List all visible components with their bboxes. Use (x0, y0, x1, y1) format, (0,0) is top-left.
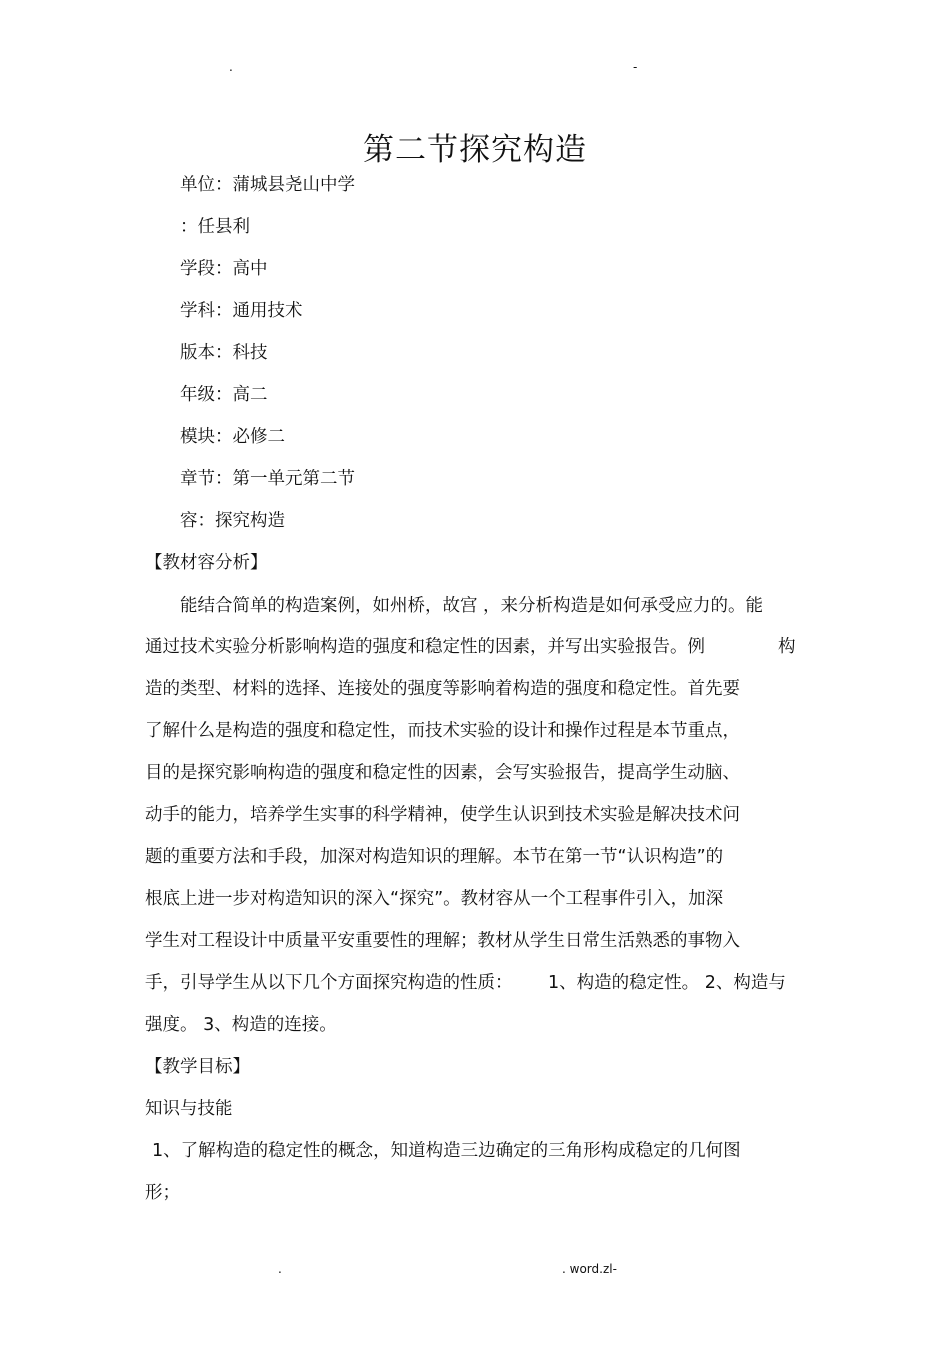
goal-line: 形； (145, 1183, 180, 1203)
meta-subject: 学科：通用技术 (180, 301, 303, 321)
meta-grade: 年级：高二 (180, 385, 268, 405)
analysis-line: 目的是探究影响构造的强度和稳定性的因素，会写实验报告，提高学生动脑、 (145, 763, 740, 783)
meta-content: 容：探究构造 (180, 511, 285, 531)
analysis-line: 1、构造的稳定性。 2、构造与 (548, 973, 786, 993)
footer-watermark-text: . word.zl- (562, 1262, 617, 1276)
subheading-knowledge-skills: 知识与技能 (145, 1099, 233, 1119)
analysis-line: 学生对工程设计中质量平安重要性的理解；教材从学生日常生活熟悉的事物入 (145, 931, 740, 951)
analysis-line: 构 (778, 637, 796, 657)
header-right-mark: - (633, 60, 638, 74)
analysis-line: 题的重要方法和手段，加深对构造知识的理解。本节在第一节“认识构造”的 (145, 847, 724, 867)
analysis-line: 造的类型、材料的选择、连接处的强度等影响着构造的强度和稳定性。首先要 (145, 679, 740, 699)
page-title: 第二节探究构造 (363, 132, 587, 168)
meta-chapter: 章节：第一单元第二节 (180, 469, 355, 489)
section-heading-goals: 【教学目标】 (145, 1057, 250, 1077)
meta-module: 模块：必修二 (180, 427, 285, 447)
meta-edition: 版本：科技 (180, 343, 268, 363)
analysis-line: 强度。 3、构造的连接。 (145, 1015, 337, 1035)
analysis-line: 了解什么是构造的强度和稳定性，而技术实验的设计和操作过程是本节重点， (145, 721, 740, 741)
footer-left-mark: . (278, 1262, 282, 1276)
meta-author: ：任县利 (180, 217, 250, 237)
goal-line: 1、了解构造的稳定性的概念，知道构造三边确定的三角形构成稳定的几何图 (152, 1141, 741, 1161)
analysis-line: 通过技术实验分析影响构造的强度和稳定性的因素，并写出实验报告。例 (145, 637, 705, 657)
analysis-line: 根底上进一步对构造知识的深入“探究”。教材容从一个工程事件引入，加深 (145, 889, 724, 909)
analysis-line: 动手的能力，培养学生实事的科学精神，使学生认识到技术实验是解决技术问 (145, 805, 740, 825)
analysis-line: 手，引导学生从以下几个方面探究构造的性质： (145, 973, 513, 993)
meta-unit: 单位：蒲城县尧山中学 (180, 175, 355, 195)
section-heading-analysis: 【教材容分析】 (145, 553, 268, 573)
analysis-line: 能结合简单的构造案例，如州桥，故宫 ，来分析构造是如何承受应力的。能 (180, 596, 764, 616)
header-left-mark: . (229, 60, 233, 74)
meta-stage: 学段：高中 (180, 259, 268, 279)
